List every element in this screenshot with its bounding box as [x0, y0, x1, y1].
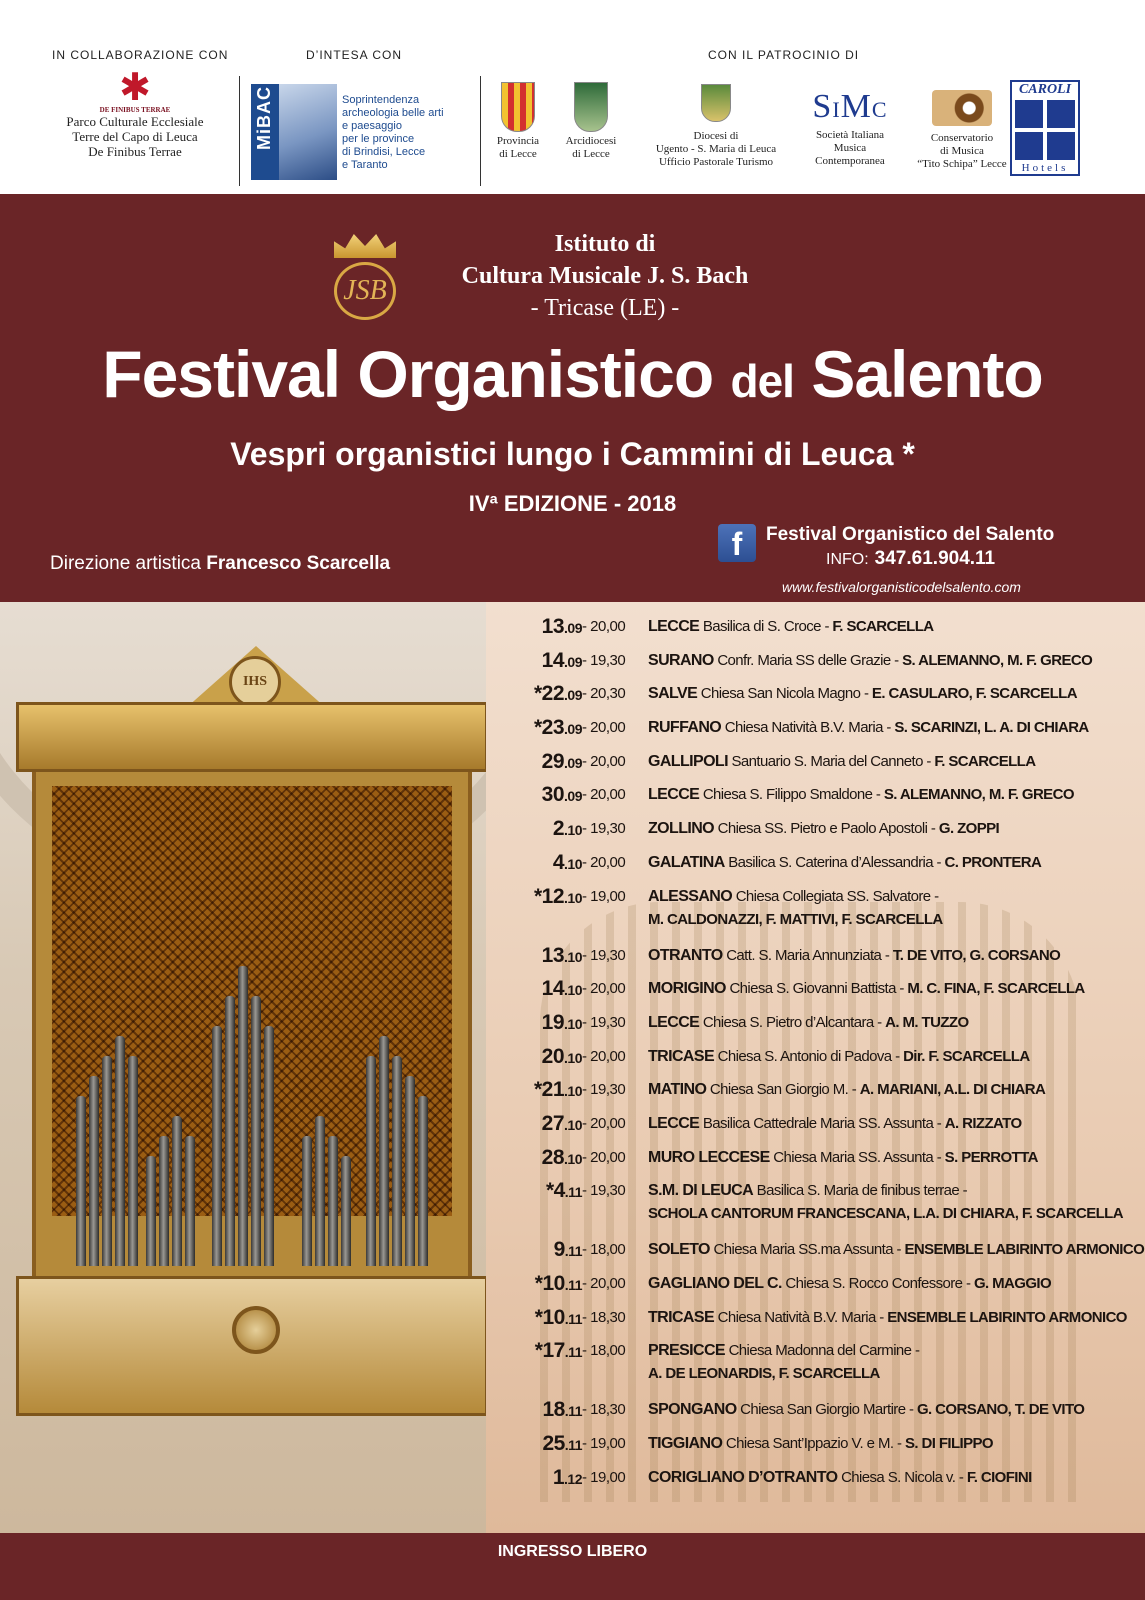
event-venue: Chiesa S. Rocco Confessore	[785, 1275, 963, 1292]
event-city: GAGLIANO DEL C.	[648, 1275, 782, 1292]
mibac-line-4: per le province	[342, 133, 415, 145]
finibus-mini-label: DE FINIBUS TERRAE	[99, 106, 171, 114]
event-description: TIGGIANO Chiesa Sant’Ippazio V. e M. - S. DI FILIPPO	[648, 1435, 993, 1453]
event-performers: S. SCARINZI, L. A. DI CHIARA	[894, 719, 1089, 737]
event-description: LECCE Chiesa S. Filippo Smaldone - S. ALEMANNO, M. F. GRECO	[648, 786, 1074, 804]
finibus-line-2: Terre del Capo di Leuca	[72, 129, 198, 144]
schedule-row	[486, 941, 1136, 975]
schedule-row	[486, 882, 1136, 941]
event-description: MATINO Chiesa San Giorgio M. - A. MARIANI, A.L. DI CHIARA	[648, 1081, 1046, 1099]
event-description: GALATINA Basilica S. Caterina d’Alessandria - C. PRONTERA	[648, 853, 1042, 871]
simc-line-2: Musica	[833, 142, 867, 154]
patronage-heading: CON IL PATROCINIO DI	[708, 48, 860, 62]
event-time: - 19,30	[582, 1013, 626, 1031]
event-time: - 20,00	[582, 853, 626, 871]
event-venue: Santuario S. Maria del Canneto	[731, 752, 923, 770]
event-time: - 20,00	[582, 719, 626, 737]
facebook-page-name[interactable]: Festival Organistico del Salento	[766, 524, 1055, 545]
schedule-row	[486, 1269, 1136, 1303]
provincia-crest-icon	[501, 82, 535, 132]
event-date: 18.11	[542, 1398, 582, 1422]
event-date: *17.11	[534, 1339, 582, 1363]
event-time: - 20,00	[582, 1275, 626, 1292]
provincia-lecce-logo	[488, 82, 548, 161]
schedule-row	[486, 1336, 1136, 1395]
schedule-row	[486, 1109, 1136, 1143]
info-phone[interactable]: 347.61.904.11	[874, 548, 996, 569]
institute-line-1: Istituto di	[554, 231, 656, 257]
event-date: 25.11	[542, 1432, 582, 1456]
event-city: TIGGIANO	[648, 1435, 723, 1453]
mibac-line-6: e Taranto	[342, 159, 388, 171]
event-venue: Basilica S. Caterina d’Alessandria	[728, 853, 933, 871]
event-venue: Chiesa Collegiata SS. Salvatore	[735, 887, 931, 905]
schedule-row	[486, 1235, 1145, 1269]
event-venue: Chiesa Madonna del Carmine	[728, 1342, 912, 1360]
caroli-bottom-label: Hotels	[1021, 162, 1069, 174]
event-venue: Chiesa SS. Pietro e Paolo Apostoli	[717, 820, 928, 838]
schedule-row	[486, 974, 1136, 1008]
conservatorio-line-1: Conservatorio	[930, 132, 994, 144]
event-city: ZOLLINO	[648, 820, 715, 838]
diocesi-line-2: Ugento - S. Maria di Leuca	[655, 143, 777, 155]
event-performers: M. C. FINA, F. SCARCELLA	[907, 980, 1085, 998]
event-city: CORIGLIANO D’OTRANTO	[648, 1468, 838, 1486]
schedule-row	[486, 679, 1136, 713]
schedule-row	[486, 1463, 1136, 1497]
event-description: RUFFANO Chiesa Natività B.V. Maria - S. SCARINZI, L. A. DI CHIARA	[648, 719, 1089, 737]
event-date: 1.12	[552, 1465, 582, 1489]
event-time: - 20,00	[582, 618, 626, 635]
event-city: GALATINA	[648, 853, 725, 871]
event-city: LECCE	[648, 1013, 700, 1031]
event-date: 2.10	[552, 817, 582, 841]
mibac-sculpture-image	[279, 84, 337, 180]
event-description: GALLIPOLI Santuario S. Maria del Canneto - F. SCARCELLA	[648, 752, 1036, 770]
conservatorio-line-2: di Musica	[940, 145, 984, 157]
schedule-row	[486, 1042, 1136, 1076]
event-city: OTRANTO	[648, 946, 723, 964]
event-time: - 20,00	[582, 786, 626, 804]
organ-pipes-right	[366, 1016, 428, 1266]
event-city: SURANO	[648, 651, 714, 669]
simc-mark: SIMC	[812, 88, 888, 125]
institute-location: - Tricase (LE) -	[530, 295, 680, 321]
organ-pipes-inner-left	[146, 1066, 195, 1266]
event-performers: G. MAGGIO	[973, 1275, 1052, 1292]
event-date: 20.10	[541, 1044, 582, 1068]
conservatorio-mark-icon	[932, 90, 992, 126]
organ-pipes-center	[212, 956, 274, 1266]
organ-rosette	[232, 1306, 280, 1354]
event-description: TRICASE Chiesa S. Antonio di Padova - Dir. F. SCARCELLA	[648, 1047, 1030, 1065]
event-description: S.M. DI LEUCA Basilica S. Maria de finibus terrae - SCHOLA CANTORUM FRANCESCANA, L.A. DI CHIARA, F. SCARCELLA	[648, 1176, 1136, 1226]
schedule-row	[486, 1429, 1136, 1463]
schedule-row	[486, 1075, 1136, 1109]
divider	[239, 76, 240, 186]
bach-crown-emblem	[334, 234, 396, 322]
free-entry-label: INGRESSO LIBERO	[497, 1543, 648, 1560]
event-city: MURO LECCESE	[648, 1148, 770, 1166]
event-performers: F. SCARCELLA	[832, 618, 934, 635]
event-performers: Dir. F. SCARCELLA	[903, 1047, 1030, 1065]
event-time: - 19,00	[582, 1435, 626, 1453]
event-venue: Basilica di S. Croce	[702, 618, 821, 635]
event-description: SURANO Confr. Maria SS delle Grazie - S. ALEMANNO, M. F. GRECO	[648, 651, 1093, 669]
event-performers: SCHOLA CANTORUM FRANCESCANA, L.A. DI CHIARA, F. SCARCELLA	[648, 1205, 1123, 1223]
schedule-row	[486, 713, 1136, 747]
organ-cornice	[16, 702, 486, 772]
event-date: 19.10	[541, 1010, 582, 1034]
event-city: ALESSANO	[648, 887, 733, 905]
event-date: 14.09	[541, 648, 582, 672]
finibus-line-1: Parco Culturale Ecclesiale	[66, 114, 204, 129]
event-date: 29.09	[541, 749, 582, 773]
arcidiocesi-line-1: Arcidiocesi	[565, 135, 617, 147]
organ-pipes-inner-right	[302, 1066, 351, 1266]
event-performers: E. CASULARO, F. SCARCELLA	[871, 685, 1077, 703]
event-description: MORIGINO Chiesa S. Giovanni Battista - M. C. FINA, F. SCARCELLA	[648, 980, 1085, 998]
event-description: OTRANTO Catt. S. Maria Annunziata - T. DE VITO, G. CORSANO	[648, 946, 1061, 964]
event-venue: Chiesa S. Nicola v.	[841, 1468, 956, 1486]
website-link[interactable]: www.festivalorganisticodelsalento.com	[782, 579, 1021, 595]
event-performers: S. ALEMANNO, M. F. GRECO	[902, 651, 1093, 669]
event-performers: F. SCARCELLA	[934, 752, 1036, 770]
event-venue: Chiesa S. Filippo Smaldone	[702, 786, 873, 804]
event-performers: S. DI FILIPPO	[904, 1435, 993, 1453]
diocesi-line-1: Diocesi di	[693, 130, 739, 142]
event-city: GALLIPOLI	[648, 752, 728, 770]
event-city: MORIGINO	[648, 980, 726, 998]
event-city: TRICASE	[648, 1047, 715, 1065]
event-venue: Basilica Cattedrale Maria SS. Assunta	[702, 1114, 934, 1132]
event-time: - 18,00	[582, 1241, 626, 1259]
event-description: PRESICCE Chiesa Madonna del Carmine - A. DE LEONARDIS, F. SCARCELLA	[648, 1336, 1136, 1386]
event-description: TRICASE Chiesa Natività B.V. Maria - ENSEMBLE LABIRINTO ARMONICO	[648, 1308, 1127, 1326]
event-city: MATINO	[648, 1081, 707, 1099]
event-performers: F. CIOFINI	[966, 1468, 1032, 1486]
event-city: LECCE	[648, 618, 700, 635]
event-time: - 20,00	[582, 1114, 626, 1132]
event-performers: ENSEMBLE LABIRINTO ARMONICO	[887, 1308, 1127, 1326]
event-description: SPONGANO Chiesa San Giorgio Martire - G. CORSANO, T. DE VITO	[648, 1401, 1085, 1419]
festival-subtitle: Vespri organistici lungo i Cammini di Leuca *	[230, 436, 915, 472]
festival-title: Festival Organistico del Salento	[102, 337, 1043, 411]
event-performers: A. M. TUZZO	[885, 1013, 969, 1031]
event-date: 9.11	[553, 1238, 582, 1262]
event-description: GAGLIANO DEL C. Chiesa S. Rocco Confessore - G. MAGGIO	[648, 1275, 1052, 1292]
event-date: 4.10	[552, 850, 582, 874]
mibac-line-5: di Brindisi, Lecce	[342, 146, 426, 158]
event-date: 13.10	[541, 943, 582, 967]
event-time: - 20,00	[582, 1148, 626, 1166]
organ-pipes-left	[76, 1016, 138, 1266]
event-time: - 19,00	[582, 887, 626, 905]
mibac-logo	[251, 84, 279, 180]
event-venue: Chiesa Natività B.V. Maria	[717, 1308, 876, 1326]
event-performers: M. CALDONAZZI, F. MATTIVI, F. SCARCELLA	[648, 910, 943, 928]
program-section	[0, 602, 1145, 1533]
simc-line-3: Contemporanea	[815, 155, 885, 167]
event-venue: Chiesa S. Antonio di Padova	[717, 1047, 892, 1065]
schedule-row	[486, 1395, 1136, 1429]
event-time: - 20,00	[582, 1047, 626, 1065]
event-performers: A. RIZZATO	[944, 1114, 1022, 1132]
event-time: - 20,30	[582, 685, 626, 703]
event-description: SALVE Chiesa San Nicola Magno - E. CASULARO, F. SCARCELLA	[648, 685, 1077, 703]
diocesi-line-3: Ufficio Pastorale Turismo	[658, 156, 774, 168]
event-city: SPONGANO	[648, 1401, 737, 1419]
simc-line-1: Società Italiana	[815, 129, 885, 141]
schedule-row	[486, 1303, 1136, 1337]
conservatorio-line-3: “Tito Schipa” Lecce	[917, 158, 1007, 170]
mibac-line-2: archeologia belle arti	[342, 107, 444, 119]
agreement-heading: D’INTESA CON	[306, 48, 403, 62]
schedule-row	[486, 814, 1136, 848]
schedule-row	[486, 1176, 1136, 1235]
event-date: *10.11	[534, 1272, 582, 1295]
caroli-top-label: CAROLI	[1018, 82, 1072, 97]
event-date: *21.10	[534, 1078, 582, 1102]
concert-schedule	[486, 612, 1145, 1496]
diocesi-ugento-logo	[636, 84, 796, 169]
mibac-line-1: Soprintendenza	[342, 94, 420, 106]
event-date: *4.11	[545, 1179, 582, 1203]
schedule-row	[486, 747, 1136, 781]
event-performers: S. PERROTTA	[944, 1148, 1038, 1166]
event-performers: A. DE LEONARDIS, F. SCARCELLA	[648, 1365, 880, 1383]
event-venue: Chiesa Maria SS.ma Assunta	[713, 1241, 893, 1259]
event-description: LECCE Basilica Cattedrale Maria SS. Assunta - A. RIZZATO	[648, 1114, 1022, 1132]
event-city: SALVE	[648, 685, 698, 703]
schedule-row	[486, 848, 1136, 882]
event-city: S.M. DI LEUCA	[648, 1182, 754, 1200]
facebook-icon[interactable]: f	[718, 524, 756, 562]
event-date: 28.10	[541, 1145, 582, 1169]
monogram-icon: JSB	[334, 262, 396, 320]
schedule-row	[486, 1008, 1136, 1042]
mibac-line-3: e paesaggio	[342, 120, 402, 132]
provincia-line-2: di Lecce	[499, 148, 537, 160]
event-venue: Confr. Maria SS delle Grazie	[717, 651, 891, 669]
event-city: PRESICCE	[648, 1342, 725, 1360]
event-time: - 19,30	[582, 820, 626, 838]
event-time: - 19,00	[582, 1468, 626, 1486]
event-venue: Chiesa San Giorgio M.	[709, 1081, 849, 1099]
caroli-hotels-logo	[1010, 80, 1080, 176]
organ-photo	[0, 602, 486, 1533]
event-performers: T. DE VITO, G. CORSANO	[892, 946, 1061, 964]
ihs-medallion: IHS	[229, 656, 281, 708]
event-venue: Chiesa San Nicola Magno	[700, 685, 861, 703]
event-performers: ENSEMBLE LABIRINTO ARMONICO	[904, 1241, 1145, 1259]
event-time: - 18,30	[582, 1401, 626, 1419]
event-date: *12.10	[534, 884, 582, 908]
event-city: RUFFANO	[648, 719, 722, 737]
institute-line-2: Cultura Musicale J. S. Bach	[461, 263, 749, 289]
conservatorio-logo	[912, 90, 1012, 171]
organ-case	[32, 674, 472, 1412]
event-description: SOLETO Chiesa Maria SS.ma Assunta - ENSEMBLE LABIRINTO ARMONICO	[648, 1241, 1145, 1259]
event-time: - 19,30	[582, 651, 626, 669]
schedule-row	[486, 780, 1136, 814]
collaboration-heading: IN COLLABORAZIONE CON	[52, 48, 229, 62]
event-venue: Chiesa S. Pietro d’Alcantara	[702, 1013, 874, 1031]
event-time: - 19,30	[582, 1081, 626, 1099]
event-description: MURO LECCESE Chiesa Maria SS. Assunta - S. PERROTTA	[648, 1148, 1038, 1166]
event-venue: Catt. S. Maria Annunziata	[726, 946, 882, 964]
event-time: - 20,00	[582, 980, 626, 998]
schedule-row	[486, 646, 1136, 680]
event-date: *22.09	[534, 682, 582, 706]
event-time: - 18,00	[582, 1342, 626, 1360]
schedule-row	[486, 612, 1136, 646]
event-city: LECCE	[648, 1114, 700, 1132]
provincia-line-1: Provincia	[496, 135, 540, 147]
event-venue: Chiesa Natività B.V. Maria	[724, 719, 883, 737]
title-banner	[0, 194, 1145, 602]
event-date: *10.11	[534, 1305, 582, 1329]
divider	[480, 76, 481, 186]
director-name: Francesco Scarcella	[206, 553, 391, 574]
mibac-text	[342, 94, 472, 172]
event-description: LECCE Basilica di S. Croce - F. SCARCELLA	[648, 618, 934, 635]
event-time: - 20,00	[582, 752, 626, 770]
event-venue: Basilica S. Maria de finibus terrae	[756, 1182, 960, 1200]
event-performers: C. PRONTERA	[944, 853, 1042, 871]
finibus-line-3: De Finibus Terrae	[88, 144, 182, 159]
event-venue: Chiesa Maria SS. Assunta	[773, 1148, 934, 1166]
event-city: LECCE	[648, 786, 700, 804]
event-description: ZOLLINO Chiesa SS. Pietro e Paolo Apostoli - G. ZOPPI	[648, 820, 1000, 838]
arcidiocesi-line-2: di Lecce	[572, 148, 610, 160]
sponsor-strip	[0, 0, 1145, 194]
mibac-mark: MiBAC	[254, 86, 274, 150]
event-city: TRICASE	[648, 1308, 715, 1326]
arcidiocesi-crest-icon	[574, 82, 608, 132]
artistic-direction: Direzione artistica Francesco Scarcella	[50, 553, 391, 574]
event-venue: Chiesa Sant’Ippazio V. e M.	[725, 1435, 894, 1453]
event-time: - 18,30	[582, 1308, 626, 1326]
event-performers: G. ZOPPI	[938, 820, 1000, 838]
event-time: - 19,30	[582, 1182, 626, 1200]
event-date: *23.09	[534, 716, 582, 740]
event-time: - 19,30	[582, 946, 626, 964]
star-icon: ✱	[119, 67, 151, 109]
event-date: 27.10	[541, 1111, 582, 1135]
event-city: SOLETO	[648, 1241, 710, 1259]
event-date: 14.10	[541, 977, 582, 1001]
finibus-terrae-logo	[40, 67, 230, 159]
event-venue: Chiesa S. Giovanni Battista	[729, 980, 896, 998]
event-description: ALESSANO Chiesa Collegiata SS. Salvatore - M. CALDONAZZI, F. MATTIVI, F. SCARCELLA	[648, 882, 1136, 932]
event-performers: G. CORSANO, T. DE VITO	[916, 1401, 1085, 1419]
event-venue: Chiesa San Giorgio Martire	[740, 1401, 906, 1419]
arcidiocesi-lecce-logo	[556, 82, 626, 161]
event-performers: A. MARIANI, A.L. DI CHIARA	[859, 1081, 1046, 1099]
diocesi-crest-icon	[701, 84, 731, 122]
crown-icon	[334, 234, 396, 258]
event-description: LECCE Chiesa S. Pietro d’Alcantara - A. M. TUZZO	[648, 1013, 969, 1031]
schedule-row	[486, 1143, 1136, 1177]
event-date: 30.09	[541, 783, 582, 807]
simc-logo	[798, 88, 902, 168]
info-line: INFO: 347.61.904.11	[826, 548, 996, 569]
window-grid-icon	[1015, 100, 1075, 160]
event-performers: S. ALEMANNO, M. F. GRECO	[883, 786, 1074, 804]
footer-banner	[0, 1533, 1145, 1600]
event-date: 13.09	[541, 615, 582, 638]
event-description: CORIGLIANO D’OTRANTO Chiesa S. Nicola v. - F. CIOFINI	[648, 1468, 1032, 1486]
institute-name	[420, 228, 790, 324]
edition-label: IVª EDIZIONE - 2018	[468, 491, 677, 516]
